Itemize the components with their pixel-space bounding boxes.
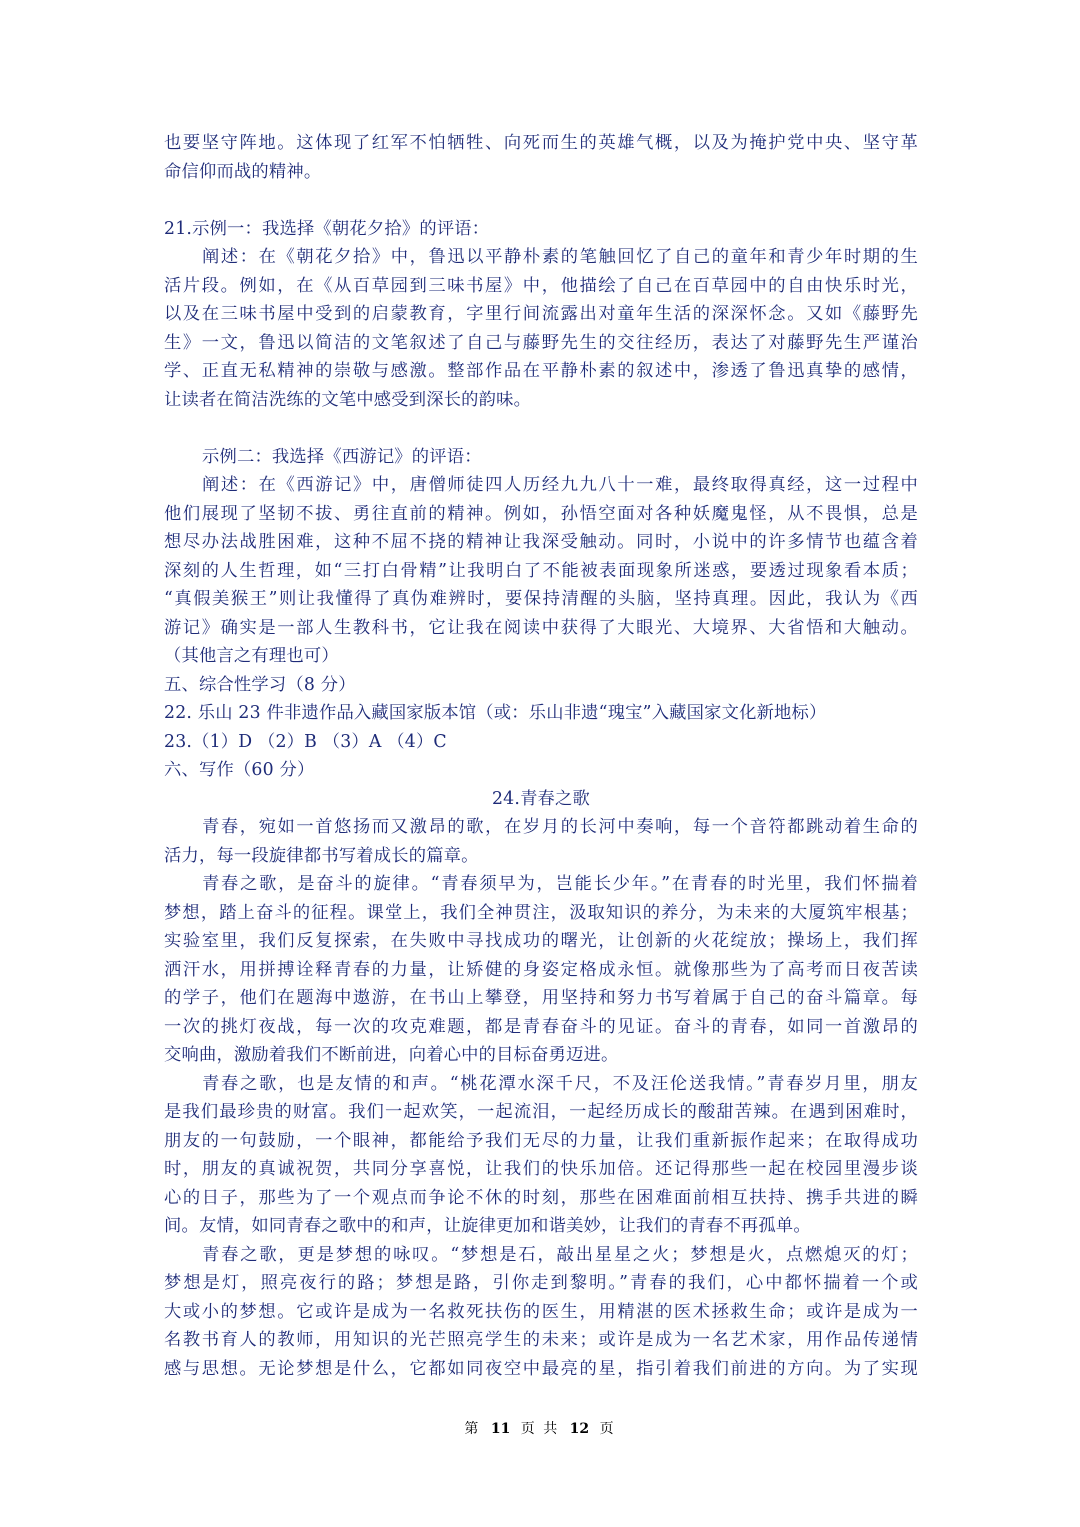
- text-line: 生》一文，鲁迅以简洁的文笔叙述了自己与藤野先生的交往经历，表达了对藤野先生严谨治: [164, 332, 918, 353]
- text-line: 时，朋友的真诚祝贺，共同分享喜悦，让我们的快乐加倍。还记得那些一起在校园里漫步谈: [164, 1159, 918, 1179]
- document-body: [164, 129, 918, 1383]
- text-line: 以及在三味书屋中受到的启蒙教育，字里行间流露出对童年生活的深深怀念。又如《藤野先: [164, 304, 918, 324]
- text-line: 青春之歌，也是友情的和声。“桃花潭水深千尺，不及汪伦送我情。”青春岁月里，朋友: [202, 1073, 918, 1094]
- blank-line: [164, 186, 918, 215]
- text-line: 心的日子，那些为了一个观点而争论不休的时刻，那些在困难面前相互扶持、携手共进的瞬: [164, 1187, 918, 1208]
- blank-line: [164, 414, 918, 443]
- text-line: 梦想，踏上奋斗的征程。课堂上，我们全神贯注，汲取知识的养分，为未来的大厦筑牢根基；: [164, 902, 918, 923]
- page-footer: [0, 1415, 1080, 1444]
- text-line: 活片段。例如，在《从百草园到三味书屋》中，他描绘了自己在百草园中的自由快乐时光，: [164, 275, 918, 296]
- total-pages-number: 12: [569, 1421, 590, 1437]
- text-line: 大或小的梦想。它或许是成为一名救死扶伤的医生，用精湛的医术拯救生命；或许是成为一: [164, 1301, 918, 1322]
- text-line: 名教书育人的教师，用知识的光芒照亮学生的未来；或许是成为一名艺术家，用作品传递情: [164, 1330, 918, 1350]
- text-line: 阐述：在《朝花夕拾》中，鲁迅以平静朴素的笔触回忆了自己的童年和青少年时期的生: [202, 247, 918, 267]
- text-line: “真假美猴王”则让我懂得了真伪难辨时，要保持清醒的头脑，坚持真理。因此，我认为《西: [164, 589, 918, 609]
- text-line: 22. 乐山 23 件非遗作品入藏国家版本馆（或：乐山非遗“瑰宝”入藏国家文化新地标）: [164, 703, 827, 723]
- text-line: 交响曲，激励着我们不断前进，向着心中的目标奋勇迈进。: [164, 1045, 619, 1065]
- text-line: 青春，宛如一首悠扬而又激昂的歌，在岁月的长河中奏响，每一个音符都跳动着生命的: [202, 817, 918, 837]
- current-page-number: 11: [490, 1421, 511, 1437]
- text-line: 也要坚守阵地。这体现了红军不怕牺牲、向死而生的英雄气概，以及为掩护党中央、坚守革: [164, 133, 918, 153]
- text-line: 青春之歌，更是梦想的咏叹。“梦想是石，敲出星星之火；梦想是火，点燃熄灭的灯；: [202, 1244, 918, 1265]
- footer-prefix: 第: [464, 1421, 481, 1437]
- footer-suffix: 页: [599, 1421, 616, 1437]
- text-line: 让读者在简洁洗练的文笔中感受到深长的韵味。: [164, 389, 532, 410]
- text-line: 他们展现了坚韧不拔、勇往直前的精神。例如，孙悟空面对各种妖魔鬼怪，从不畏惧，总是: [164, 503, 918, 524]
- text-line: 一次的挑灯夜战，每一次的攻克难题，都是青春奋斗的见证。奋斗的青春，如同一首激昂的: [164, 1016, 918, 1037]
- text-line: 21.示例一：我选择《朝花夕拾》的评语：: [164, 218, 490, 239]
- text-line: 命信仰而战的精神。: [164, 161, 322, 182]
- text-line: 游记》确实是一部人生教科书，它让我在阅读中获得了大眼光、大境界、大省悟和大触动。: [164, 617, 918, 638]
- text-line: 想尽办法战胜困难，这种不屈不挠的精神让我深受触动。同时，小说中的许多情节也蕴含着: [164, 532, 918, 552]
- text-line: 活力，每一段旋律都书写着成长的篇章。: [164, 845, 479, 866]
- footer-middle: 页 共: [520, 1421, 560, 1437]
- text-line: 示例二：我选择《西游记》的评语：: [202, 446, 482, 467]
- text-line: 梦想是灯，照亮夜行的路；梦想是路，引你走到黎明。”青春的我们，心中都怀揣着一个或: [164, 1273, 918, 1293]
- text-line: 感与思想。无论梦想是什么，它都如同夜空中最亮的星，指引着我们前进的方向。为了实现: [164, 1358, 918, 1379]
- text-line: 23.（1）D （2）B （3）A （4）C: [164, 731, 447, 752]
- text-line: 阐述：在《西游记》中，唐僧师徒四人历经九九八十一难，最终取得真经，这一过程中: [202, 475, 918, 495]
- text-line: 是我们最珍贵的财富。我们一起欢笑，一起流泪，一起经历成长的酸甜苦辣。在遇到困难时，: [164, 1102, 918, 1122]
- text-line: 五、综合性学习（8 分）: [164, 674, 356, 695]
- text-line: 学、正直无私精神的崇敬与感激。整部作品在平静朴素的叙述中，渗透了鲁迅真挚的感情，: [164, 361, 918, 381]
- text-line: 24.青春之歌: [491, 788, 590, 809]
- text-line: 实验室里，我们反复探索，在失败中寻找成功的曙光，让创新的火花绽放；操场上，我们挥: [164, 931, 918, 951]
- text-line: 洒汗水，用拼搏诠释青春的力量，让矫健的身姿定格成永恒。就像那些为了高考而日夜苦读: [164, 959, 918, 980]
- text-line: 的学子，他们在题海中遨游，在书山上攀登，用坚持和努力书写着属于自己的奋斗篇章。每: [164, 988, 918, 1008]
- text-line: 六、写作（60 分）: [164, 760, 315, 780]
- text-line: （其他言之有理也可）: [164, 646, 339, 666]
- text-line: 朋友的一句鼓励，一个眼神，都能给予我们无尽的力量，让我们重新振作起来；在取得成功: [164, 1130, 918, 1151]
- text-line: 间。友情，如同青春之歌中的和声，让旋律更加和谐美妙，让我们的青春不再孤单。: [164, 1216, 811, 1236]
- text-line: 青春之歌，是奋斗的旋律。“青春须早为，岂能长少年。”在青春的时光里，我们怀揣着: [202, 874, 918, 894]
- text-line: 深刻的人生哲理，如“三打白骨精”让我明白了不能被表面现象所迷惑，要透过现象看本质；: [164, 560, 918, 581]
